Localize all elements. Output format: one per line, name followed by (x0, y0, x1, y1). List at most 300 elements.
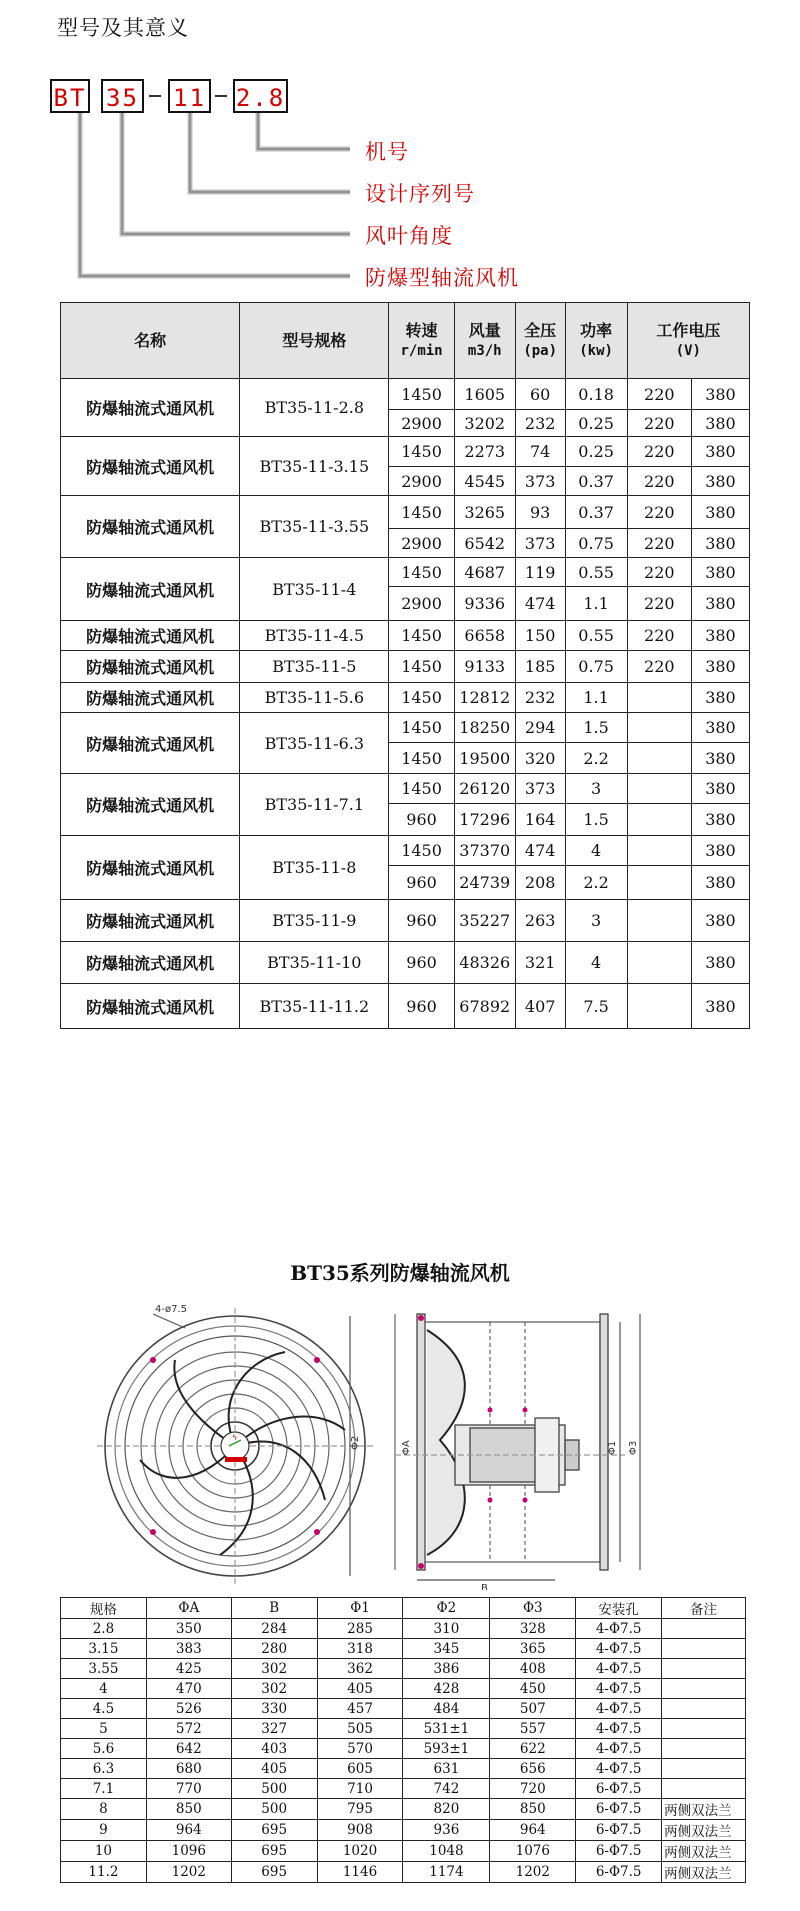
dim-remarks-cell (662, 1699, 746, 1719)
flow-cell: 9336 (454, 587, 515, 621)
spec-row (61, 774, 750, 804)
dim-phi2-cell: 484 (403, 1699, 490, 1719)
dim-phi2-cell: 820 (403, 1799, 490, 1820)
model-cell: BT35-11-5 (240, 651, 389, 683)
dim-row (61, 1679, 746, 1699)
spec-table-body (61, 379, 750, 1029)
dim-spec-cell: 9 (61, 1820, 147, 1841)
legend-blade-angle: 风叶角度 (365, 224, 453, 248)
legend-machine-no: 机号 (365, 140, 409, 164)
pressure-cell: 93 (515, 496, 565, 529)
header-flow-unit: m3/h (467, 342, 502, 359)
dim-mount-holes-cell: 6-Φ7.5 (576, 1820, 662, 1841)
flow-cell: 4687 (454, 558, 515, 587)
legend-fan-type: 防爆型轴流风机 (365, 266, 519, 290)
dim-b-cell: 405 (231, 1759, 317, 1779)
svg-text:ϟ: ϟ (232, 1433, 238, 1442)
spec-row (61, 683, 750, 713)
dim-mount-holes-cell: 6-Φ7.5 (576, 1779, 662, 1799)
power-cell: 0.75 (565, 651, 627, 683)
spec-row (61, 942, 750, 984)
power-cell: 0.37 (565, 496, 627, 529)
voltage-220-cell (627, 836, 691, 866)
pressure-cell: 150 (515, 621, 565, 651)
speed-cell: 2900 (389, 587, 454, 621)
pressure-cell: 373 (515, 467, 565, 496)
dim-remarks-cell (662, 1619, 746, 1639)
dim-b-cell: 403 (231, 1739, 317, 1759)
flow-cell: 3202 (454, 410, 515, 437)
voltage-220-cell: 220 (627, 437, 691, 467)
spec-row (61, 558, 750, 587)
dim-remarks-cell: 两侧双法兰 (662, 1820, 746, 1841)
flow-cell: 48326 (454, 942, 515, 984)
fan-name-cell: 防爆轴流式通风机 (61, 496, 240, 558)
pressure-cell: 74 (515, 437, 565, 467)
power-cell: 4 (565, 836, 627, 866)
model-cell: BT35-11-7.1 (240, 774, 389, 836)
fan-name-cell: 防爆轴流式通风机 (61, 713, 240, 774)
dim-phi2-cell: 531±1 (403, 1719, 490, 1739)
fan-name-cell: 防爆轴流式通风机 (61, 774, 240, 836)
dim-spec-cell: 4 (61, 1679, 147, 1699)
code-series-box: BT (50, 79, 90, 113)
spec-table (60, 302, 750, 1029)
dim-spec-cell: 8 (61, 1799, 147, 1820)
voltage-380-cell: 380 (691, 713, 749, 743)
fan-technical-drawing (95, 1300, 655, 1590)
dim-header-phi-a: ΦA (146, 1598, 231, 1619)
dim-phi3-cell: 557 (490, 1719, 576, 1739)
dim-phi-a-cell: 964 (146, 1820, 231, 1841)
speed-cell: 1450 (389, 683, 454, 713)
fan-name-cell: 防爆轴流式通风机 (61, 379, 240, 437)
dim-row (61, 1779, 746, 1799)
flow-cell: 37370 (454, 836, 515, 866)
speed-cell: 1450 (389, 621, 454, 651)
dim-phi-a-cell: 470 (146, 1679, 231, 1699)
pressure-cell: 474 (515, 836, 565, 866)
dim-phi1-cell: 285 (317, 1619, 403, 1639)
dim-remarks-cell (662, 1719, 746, 1739)
dim-phi3-cell: 408 (490, 1659, 576, 1679)
dim-phi1-cell: 710 (317, 1779, 403, 1799)
dim-remarks-cell (662, 1759, 746, 1779)
power-cell: 0.75 (565, 529, 627, 558)
pressure-cell: 294 (515, 713, 565, 743)
voltage-380-cell: 380 (691, 410, 749, 437)
dim-mount-holes-cell: 4-Φ7.5 (576, 1699, 662, 1719)
pressure-cell: 263 (515, 900, 565, 942)
dim-row (61, 1659, 746, 1679)
dim-b-cell: 500 (231, 1779, 317, 1799)
dim-phi2-cell: 593±1 (403, 1739, 490, 1759)
pressure-cell: 119 (515, 558, 565, 587)
header-voltage (627, 303, 749, 379)
spec-row (61, 836, 750, 866)
header-power-unit: (kw) (579, 342, 613, 359)
power-cell: 0.55 (565, 558, 627, 587)
front-hub-mark (221, 1432, 249, 1462)
dim-b-cell: 695 (231, 1820, 317, 1841)
code-design-box: 11 (168, 79, 211, 113)
dim-phi-a-cell: 642 (146, 1739, 231, 1759)
dim-phi3-cell: 328 (490, 1619, 576, 1639)
speed-cell: 2900 (389, 467, 454, 496)
flow-cell: 17296 (454, 804, 515, 836)
dim-header-remarks: 备注 (662, 1598, 746, 1619)
voltage-220-cell: 220 (627, 496, 691, 529)
power-cell: 1.1 (565, 587, 627, 621)
dim-row (61, 1719, 746, 1739)
power-cell: 0.18 (565, 379, 627, 410)
pressure-cell: 208 (515, 866, 565, 900)
pressure-cell: 232 (515, 683, 565, 713)
dim-phi3-cell: 1076 (490, 1841, 576, 1862)
header-power-label: 功率 (580, 320, 613, 340)
power-cell: 3 (565, 774, 627, 804)
voltage-220-cell: 220 (627, 587, 691, 621)
pressure-cell: 474 (515, 587, 565, 621)
fan-name-cell: 防爆轴流式通风机 (61, 651, 240, 683)
dim-phi3-cell: 850 (490, 1799, 576, 1820)
dim-phi3-cell: 365 (490, 1639, 576, 1659)
dim-phi1-cell: 908 (317, 1820, 403, 1841)
drawing-title: BT35系列防爆轴流风机 (290, 1261, 510, 1285)
dim-remarks-cell (662, 1639, 746, 1659)
dim-spec-cell: 4.5 (61, 1699, 147, 1719)
dimension-table (60, 1597, 746, 1883)
flow-cell: 26120 (454, 774, 515, 804)
voltage-380-cell: 380 (691, 804, 749, 836)
dim-header-spec: 规格 (61, 1598, 147, 1619)
dim-spec-cell: 3.15 (61, 1639, 147, 1659)
flow-cell: 12812 (454, 683, 515, 713)
spec-row (61, 651, 750, 683)
power-cell: 3 (565, 900, 627, 942)
dim-phi3-cell: 507 (490, 1699, 576, 1719)
dim-phi3-cell: 1202 (490, 1862, 576, 1883)
dim-mount-holes-cell: 4-Φ7.5 (576, 1739, 662, 1759)
dim-spec-cell: 2.8 (61, 1619, 147, 1639)
flow-cell: 35227 (454, 900, 515, 942)
voltage-220-cell (627, 713, 691, 743)
dim-phi1-cell: 457 (317, 1699, 403, 1719)
voltage-380-cell: 380 (691, 437, 749, 467)
dim-mount-holes-cell: 4-Φ7.5 (576, 1759, 662, 1779)
model-cell: BT35-11-5.6 (240, 683, 389, 713)
spec-row (61, 379, 750, 410)
dim-remarks-cell: 两侧双法兰 (662, 1841, 746, 1862)
header-flow (454, 303, 515, 379)
voltage-220-cell (627, 683, 691, 713)
fan-name-cell: 防爆轴流式通风机 (61, 437, 240, 496)
speed-cell: 2900 (389, 410, 454, 437)
flow-cell: 18250 (454, 713, 515, 743)
dim-spec-cell: 3.55 (61, 1659, 147, 1679)
header-model: 型号规格 (240, 303, 389, 379)
speed-cell: 1450 (389, 774, 454, 804)
dim-phi2-cell: 1174 (403, 1862, 490, 1883)
dim-phi3-cell: 720 (490, 1779, 576, 1799)
dim-spec-cell: 5.6 (61, 1739, 147, 1759)
dim-phi-a-cell: 425 (146, 1659, 231, 1679)
voltage-380-cell: 380 (691, 496, 749, 529)
power-cell: 2.2 (565, 866, 627, 900)
spec-row (61, 621, 750, 651)
fan-name-cell: 防爆轴流式通风机 (61, 836, 240, 900)
voltage-380-cell: 380 (691, 621, 749, 651)
flow-cell: 6542 (454, 529, 515, 558)
dim-mount-holes-cell: 4-Φ7.5 (576, 1639, 662, 1659)
phi-a-label: ΦA (401, 1440, 412, 1455)
dim-remarks-cell (662, 1739, 746, 1759)
pressure-cell: 60 (515, 379, 565, 410)
dim-phi1-cell: 362 (317, 1659, 403, 1679)
dim-row (61, 1619, 746, 1639)
dim-phi1-cell: 795 (317, 1799, 403, 1820)
dim-spec-cell: 5 (61, 1719, 147, 1739)
pressure-cell: 185 (515, 651, 565, 683)
power-cell: 1.5 (565, 804, 627, 836)
dim-phi2-cell: 386 (403, 1659, 490, 1679)
speed-cell: 1450 (389, 558, 454, 587)
dim-mount-holes-cell: 4-Φ7.5 (576, 1619, 662, 1639)
voltage-220-cell (627, 804, 691, 836)
pressure-cell: 407 (515, 984, 565, 1029)
power-cell: 0.25 (565, 437, 627, 467)
voltage-220-cell: 220 (627, 379, 691, 410)
b-label: B (481, 1583, 488, 1590)
dim-phi2-cell: 742 (403, 1779, 490, 1799)
dim-phi2-cell: 936 (403, 1820, 490, 1841)
pressure-cell: 164 (515, 804, 565, 836)
dim-phi-a-cell: 572 (146, 1719, 231, 1739)
side-view (395, 1314, 640, 1580)
dim-row (61, 1639, 746, 1659)
voltage-380-cell: 380 (691, 587, 749, 621)
dim-header-phi2: Φ2 (403, 1598, 490, 1619)
voltage-380-cell: 380 (691, 942, 749, 984)
power-cell: 2.2 (565, 743, 627, 774)
voltage-380-cell: 380 (691, 558, 749, 587)
dim-mount-holes-cell: 4-Φ7.5 (576, 1719, 662, 1739)
voltage-220-cell: 220 (627, 651, 691, 683)
pressure-cell: 373 (515, 774, 565, 804)
dim-spec-cell: 6.3 (61, 1759, 147, 1779)
speed-cell: 1450 (389, 713, 454, 743)
flow-cell: 1605 (454, 379, 515, 410)
flow-cell: 19500 (454, 743, 515, 774)
dim-remarks-cell: 两侧双法兰 (662, 1799, 746, 1820)
voltage-220-cell: 220 (627, 558, 691, 587)
dim-phi-a-cell: 1202 (146, 1862, 231, 1883)
pressure-cell: 321 (515, 942, 565, 984)
dim-b-cell: 695 (231, 1862, 317, 1883)
header-pressure (515, 303, 565, 379)
dim-spec-cell: 7.1 (61, 1779, 147, 1799)
model-cell: BT35-11-10 (240, 942, 389, 984)
dim-row (61, 1759, 746, 1779)
voltage-380-cell: 380 (691, 683, 749, 713)
dim-phi1-cell: 605 (317, 1759, 403, 1779)
dim-mount-holes-cell: 6-Φ7.5 (576, 1841, 662, 1862)
fan-name-cell: 防爆轴流式通风机 (61, 621, 240, 651)
dim-remarks-cell: 两侧双法兰 (662, 1862, 746, 1883)
voltage-220-cell: 220 (627, 410, 691, 437)
speed-cell: 960 (389, 900, 454, 942)
dim-row (61, 1739, 746, 1759)
voltage-380-cell: 380 (691, 379, 749, 410)
model-cell: BT35-11-8 (240, 836, 389, 900)
code-machine-box: 2.8 (233, 79, 288, 113)
model-cell: BT35-11-3.55 (240, 496, 389, 558)
dim-phi1-cell: 570 (317, 1739, 403, 1759)
header-pressure-label: 全压 (524, 320, 557, 340)
header-speed-label: 转速 (405, 320, 438, 340)
model-cell: BT35-11-11.2 (240, 984, 389, 1029)
dim-remarks-cell (662, 1779, 746, 1799)
dim-row (61, 1820, 746, 1841)
power-cell: 0.37 (565, 467, 627, 496)
dim-row (61, 1841, 746, 1862)
dim-spec-cell: 11.2 (61, 1862, 147, 1883)
flow-cell: 24739 (454, 866, 515, 900)
dim-phi3-cell: 450 (490, 1679, 576, 1699)
speed-cell: 960 (389, 866, 454, 900)
voltage-380-cell: 380 (691, 743, 749, 774)
voltage-380-cell: 380 (691, 651, 749, 683)
model-cell: BT35-11-4 (240, 558, 389, 621)
dim-phi-a-cell: 383 (146, 1639, 231, 1659)
phi2-label: Φ2 (350, 1435, 361, 1450)
dim-table-body (61, 1619, 746, 1883)
header-voltage-unit: (V) (675, 342, 701, 359)
dim-header-mount-holes: 安装孔 (576, 1598, 662, 1619)
header-power (565, 303, 627, 379)
voltage-220-cell (627, 942, 691, 984)
dim-mount-holes-cell: 4-Φ7.5 (576, 1659, 662, 1679)
dim-b-cell: 330 (231, 1699, 317, 1719)
flow-cell: 3265 (454, 496, 515, 529)
voltage-380-cell: 380 (691, 866, 749, 900)
speed-cell: 960 (389, 984, 454, 1029)
dim-header-phi3: Φ3 (490, 1598, 576, 1619)
header-pressure-unit: (pa) (523, 342, 558, 359)
flow-cell: 2273 (454, 437, 515, 467)
power-cell: 7.5 (565, 984, 627, 1029)
voltage-220-cell (627, 984, 691, 1029)
power-cell: 1.5 (565, 713, 627, 743)
voltage-220-cell (627, 866, 691, 900)
voltage-220-cell (627, 743, 691, 774)
dim-b-cell: 302 (231, 1679, 317, 1699)
dim-b-cell: 695 (231, 1841, 317, 1862)
dim-row (61, 1699, 746, 1719)
header-name: 名称 (61, 303, 240, 379)
dim-b-cell: 284 (231, 1619, 317, 1639)
model-cell: BT35-11-4.5 (240, 621, 389, 651)
pressure-cell: 320 (515, 743, 565, 774)
dim-mount-holes-cell: 6-Φ7.5 (576, 1862, 662, 1883)
dim-mount-holes-cell: 4-Φ7.5 (576, 1679, 662, 1699)
flow-cell: 4545 (454, 467, 515, 496)
dim-phi-a-cell: 680 (146, 1759, 231, 1779)
pressure-cell: 373 (515, 529, 565, 558)
header-speed-unit: r/min (400, 342, 443, 359)
dim-header-b: B (231, 1598, 317, 1619)
header-voltage-label: 工作电压 (656, 320, 721, 340)
dim-phi2-cell: 345 (403, 1639, 490, 1659)
voltage-380-cell: 380 (691, 984, 749, 1029)
dim-remarks-cell (662, 1659, 746, 1679)
model-cell: BT35-11-9 (240, 900, 389, 942)
dim-phi3-cell: 622 (490, 1739, 576, 1759)
phi3-label: Φ3 (628, 1440, 639, 1455)
dim-phi2-cell: 428 (403, 1679, 490, 1699)
spec-row (61, 713, 750, 743)
model-cell: BT35-11-3.15 (240, 437, 389, 496)
voltage-220-cell (627, 774, 691, 804)
dim-spec-cell: 10 (61, 1841, 147, 1862)
dim-remarks-cell (662, 1679, 746, 1699)
dim-phi3-cell: 656 (490, 1759, 576, 1779)
header-speed (389, 303, 454, 379)
header-flow-label: 风量 (468, 320, 501, 340)
dim-row (61, 1799, 746, 1820)
spec-row (61, 900, 750, 942)
power-cell: 4 (565, 942, 627, 984)
speed-cell: 1450 (389, 836, 454, 866)
speed-cell: 1450 (389, 743, 454, 774)
speed-cell: 1450 (389, 496, 454, 529)
flow-cell: 9133 (454, 651, 515, 683)
voltage-380-cell: 380 (691, 467, 749, 496)
dim-phi2-cell: 1048 (403, 1841, 490, 1862)
fan-name-cell: 防爆轴流式通风机 (61, 942, 240, 984)
flow-cell: 67892 (454, 984, 515, 1029)
spec-header-row (61, 303, 750, 379)
dim-phi-a-cell: 526 (146, 1699, 231, 1719)
dim-phi2-cell: 631 (403, 1759, 490, 1779)
speed-cell: 960 (389, 804, 454, 836)
dim-b-cell: 500 (231, 1799, 317, 1820)
pressure-cell: 232 (515, 410, 565, 437)
spec-row (61, 496, 750, 529)
dim-phi-a-cell: 850 (146, 1799, 231, 1820)
power-cell: 0.55 (565, 621, 627, 651)
speed-cell: 2900 (389, 529, 454, 558)
dim-row (61, 1862, 746, 1883)
fan-name-cell: 防爆轴流式通风机 (61, 558, 240, 621)
power-cell: 1.1 (565, 683, 627, 713)
dim-b-cell: 280 (231, 1639, 317, 1659)
voltage-220-cell: 220 (627, 621, 691, 651)
holes-label: 4-ø7.5 (155, 1304, 187, 1315)
speed-cell: 1450 (389, 651, 454, 683)
dim-mount-holes-cell: 6-Φ7.5 (576, 1799, 662, 1820)
fan-name-cell: 防爆轴流式通风机 (61, 984, 240, 1029)
dim-phi-a-cell: 350 (146, 1619, 231, 1639)
speed-cell: 1450 (389, 437, 454, 467)
model-cell: BT35-11-6.3 (240, 713, 389, 774)
speed-cell: 1450 (389, 379, 454, 410)
spec-row (61, 437, 750, 467)
dim-phi-a-cell: 770 (146, 1779, 231, 1799)
speed-cell: 960 (389, 942, 454, 984)
voltage-380-cell: 380 (691, 529, 749, 558)
voltage-220-cell: 220 (627, 467, 691, 496)
